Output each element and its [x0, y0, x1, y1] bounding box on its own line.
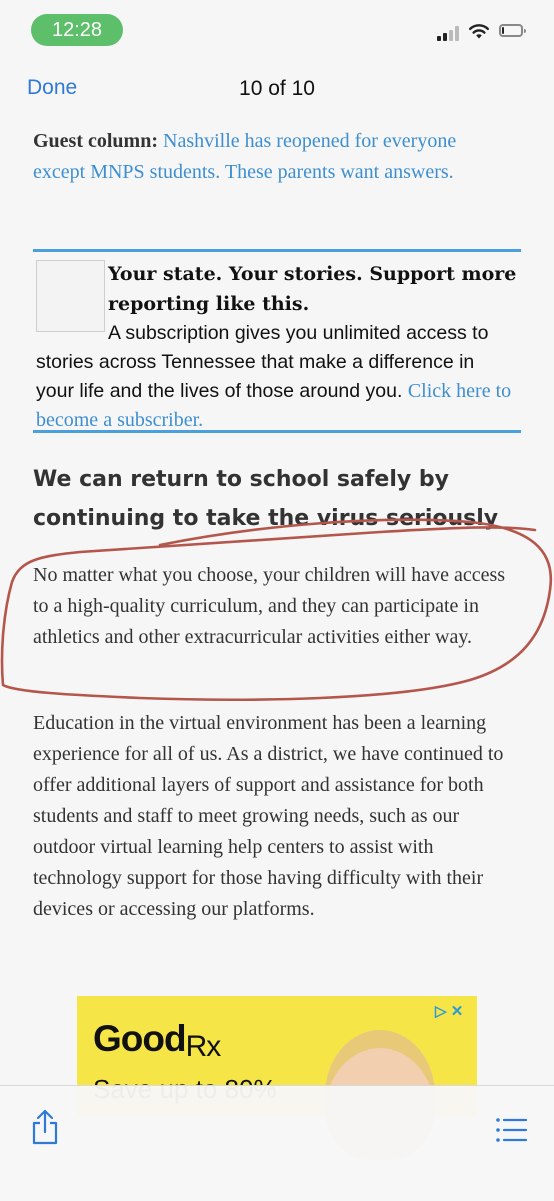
cellular-signal-icon — [437, 25, 461, 41]
promo-heading: Your state. Your stories. Support more reporting like this. — [108, 263, 517, 315]
contents-list-button[interactable] — [494, 1112, 528, 1150]
status-time[interactable]: 12:28 — [31, 14, 123, 46]
section-heading: We can return to school safely by continuing to take the virus seriously — [33, 467, 499, 531]
bottom-toolbar — [0, 1085, 554, 1201]
guest-column-label: Guest column: — [33, 130, 158, 152]
promo-text: A subscription gives you unlimited access to stories across Tennessee that make a difference in your life and the lives of those around you. — [36, 322, 489, 402]
navigation-bar — [0, 60, 554, 120]
battery-icon — [499, 24, 523, 37]
share-button[interactable] — [28, 1108, 62, 1146]
promo-body — [36, 319, 516, 435]
article-content[interactable] — [0, 120, 554, 1085]
paragraph: Education in the virtual environment has been a learning experience for all of us. As a district, we have continued to offer additional layers of support and assistance for both students and staff to meet growing needs, such as our outdoor virtual learning help centers to assist with technology support for those having difficulty with their devices or accessing our platforms. — [33, 712, 504, 920]
ad-brand-logo: GoodRx — [93, 1018, 221, 1063]
page-counter: 10 of 10 — [239, 77, 315, 100]
share-icon — [28, 1108, 62, 1146]
done-button[interactable]: Done — [27, 76, 78, 99]
list-icon — [495, 1116, 527, 1144]
subscribe-link[interactable]: Click here to become a subscriber. — [36, 380, 512, 431]
wifi-icon — [468, 22, 490, 40]
status-bar — [0, 0, 554, 60]
paragraph-highlighted: No matter what you choose, your children will have access to a high-quality curriculum, and they can participate in athletics and other extracurricular activities either way. — [33, 564, 506, 648]
ad-choices-icon[interactable]: ▷ ✕ — [435, 1003, 464, 1020]
guest-column-line — [33, 126, 513, 188]
subscription-promo — [33, 249, 521, 433]
guest-column-link[interactable]: Nashville has reopened for everyone except MNPS students. These parents want answers. — [33, 130, 457, 183]
